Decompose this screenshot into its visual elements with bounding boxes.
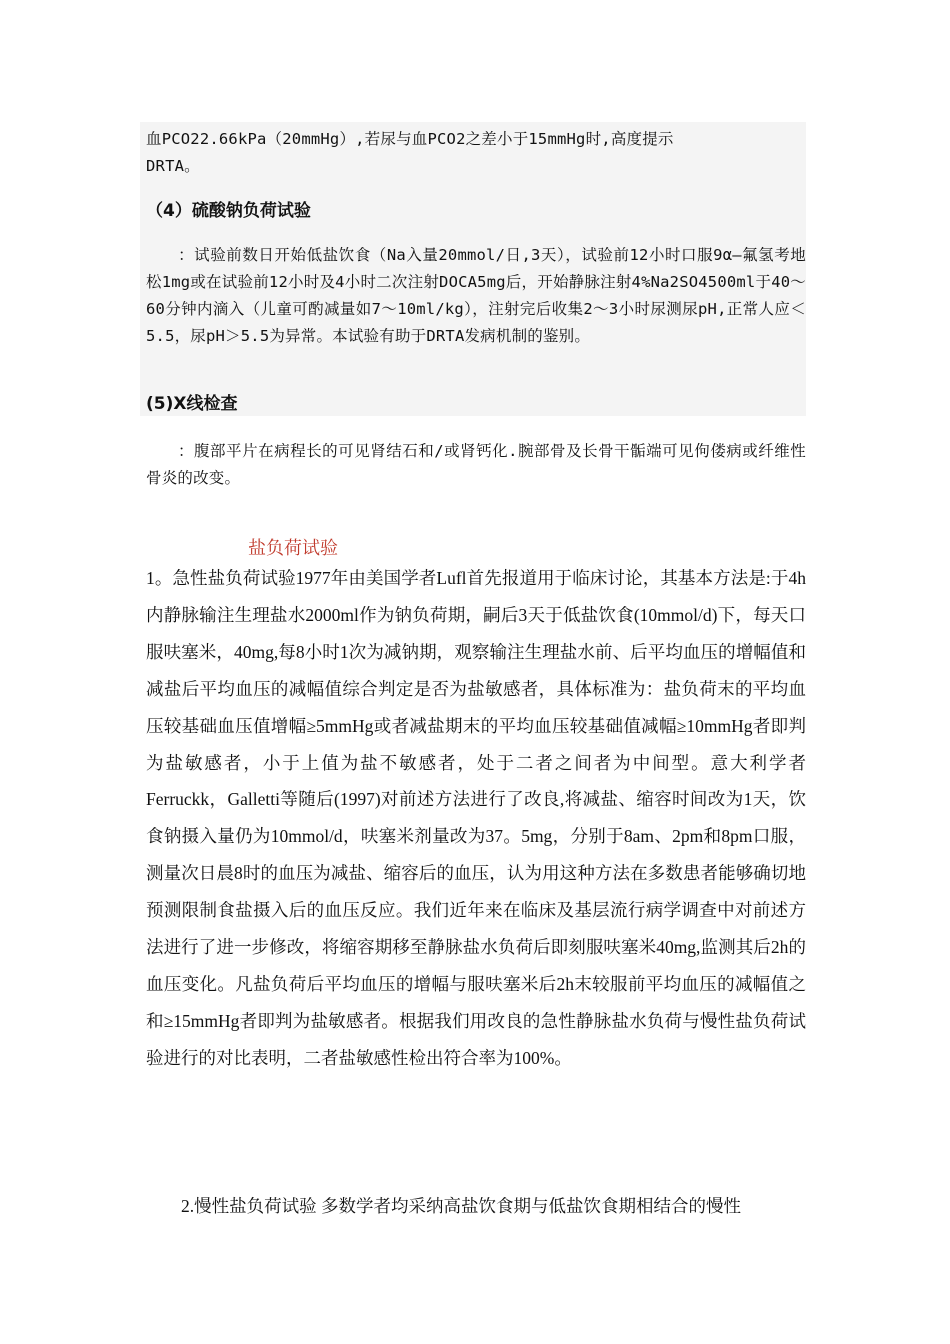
chronic-salt-load-paragraph: 2.慢性盐负荷试验 多数学者均采纳高盐饮食期与低盐饮食期相结合的慢性 xyxy=(146,1196,741,1216)
section-heading-xray: (5)X线检查 xyxy=(146,394,238,414)
continued-line-2: DRTA。 xyxy=(146,157,200,175)
section-heading-sodium-sulfate: （4）硫酸钠负荷试验 xyxy=(146,201,311,221)
section-body-sodium-sulfate: ：试验前数日开始低盐饮食（Na入量20mmol/日,3天），试验前12小时口服9α—氟氢考地松1mg或在试验前12小时及4小时二次注射DOCA5mg后，开始静脉注射4%Na2SO4500ml于40～60分钟内滴入（儿童可酌减量如7～10ml/kg），注射完后收集2～3小时尿测尿pH,正常人应＜5.5，尿pH＞5.5为异常。本试验有助于DRTA发病机制的鉴别。 xyxy=(146,246,806,345)
section-body-xray: ：腹部平片在病程长的可见肾结石和/或肾钙化.腕部骨及长骨干骺端可见佝偻病或纤维性骨炎的改变。 xyxy=(146,442,806,487)
acute-salt-load-paragraph: 1。急性盐负荷试验1977年由美国学者Lufl首先报道用于临床讨论，其基本方法是:于4h内静脉输注生理盐水2000ml作为钠负荷期，嗣后3天于低盐饮食(10mmol/d)下，每天口服呋塞米，40mg,每8小时1次为减钠期，观察输注生理盐水前、后平均血压的增幅值和减盐后平均血压的减幅值综合判定是否为盐敏感者，具体标准为：盐负荷末的平均血压较基础血压值增幅≥5mmHg或者减盐期末的平均血压较基础值减幅≥10mmHg者即判为盐敏感者，小于上值为盐不敏感者，处于二者之间者为中间型。意大利学者Ferruckk，Galletti等随后(1997)对前述方法进行了改良,将减盐、缩容时间改为1天，饮食钠摄入量仍为10mmol/d，呋塞米剂量改为37。5mg，分别于8am、2pm和8pm口服，测量次日晨8时的血压为减盐、缩容后的血压，认为用这种方法在多数患者能够确切地预测限制食盐摄入后的血压反应。我们近年来在临床及基层流行病学调查中对前述方法进行了进一步修改，将缩容期移至静脉盐水负荷后即刻服呋塞米40mg,监测其后2h的血压变化。凡盐负荷后平均血压的增幅与服呋塞米后2h末较服前平均血压的减幅值之和≥15mmHg者即判为盐敏感者。根据我们用改良的急性静脉盐水负荷与慢性盐负荷试验进行的对比表明，二者盐敏感性检出符合率为100%。 xyxy=(146,568,806,1068)
continued-line-1: 血PCO22.66kPa（20mmHg）,若尿与血PCO2之差小于15mmHg时,高度提示 xyxy=(146,130,674,148)
continued-paragraph xyxy=(146,126,806,180)
salt-load-test-title: 盐负荷试验 xyxy=(248,538,338,559)
